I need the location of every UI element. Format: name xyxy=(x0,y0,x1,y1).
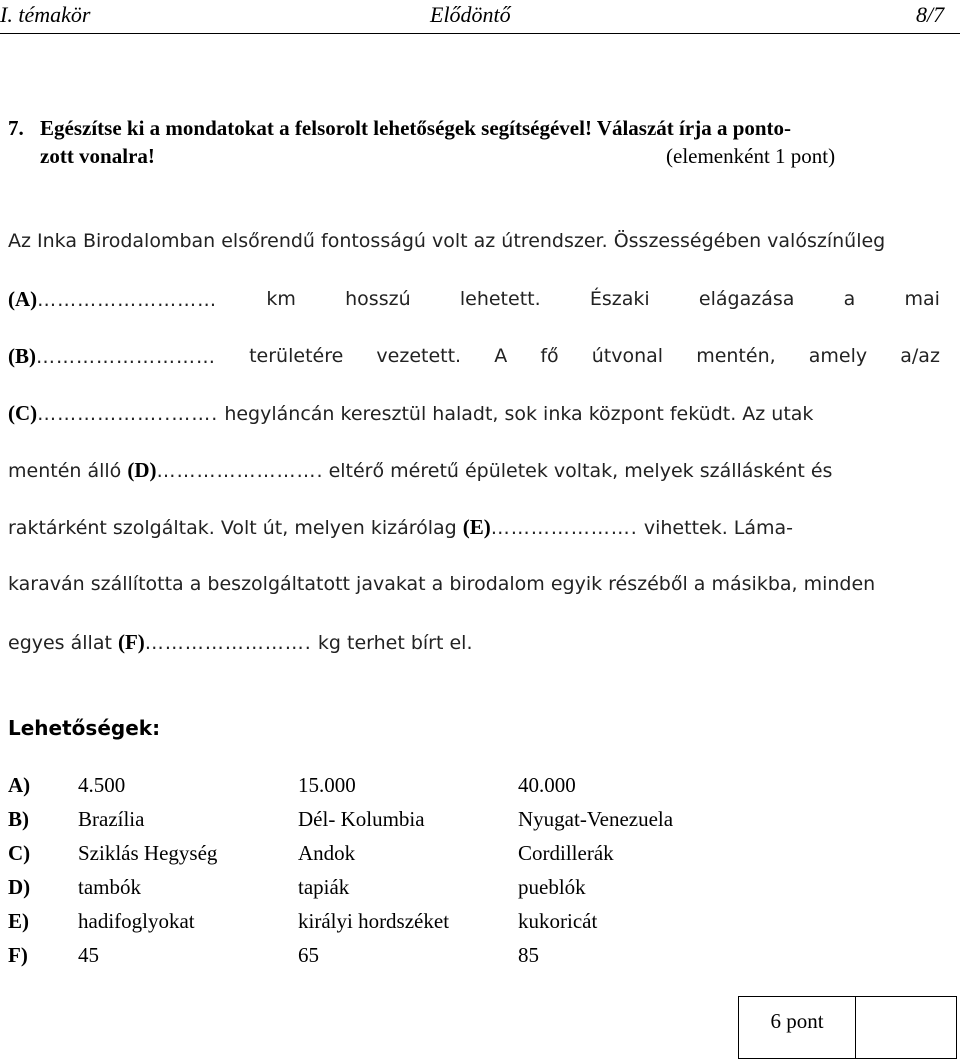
header-round: Elődöntő xyxy=(430,2,511,27)
question-number: 7. xyxy=(8,116,24,140)
word: amely xyxy=(808,345,868,367)
paragraph-line-6 xyxy=(8,512,793,542)
paragraph-line-1: Az Inka Birodalomban elsőrendű fontosságú volt az útrendszer. Összességében valószínűleg xyxy=(8,230,886,252)
option-choice: kukoricát xyxy=(518,909,598,933)
option-label: E) xyxy=(8,909,29,933)
option-choice: 15.000 xyxy=(298,773,356,797)
option-label: B) xyxy=(8,807,29,831)
word: mai xyxy=(904,288,940,310)
question-text-1: Egészítse ki a mondatokat a felsorolt lehetőségek segítségével! Válaszát írja a ponto- xyxy=(40,116,792,140)
page-header xyxy=(0,1,960,33)
option-row-e xyxy=(0,904,960,938)
score-box xyxy=(738,996,957,1059)
option-choice: Cordillerák xyxy=(518,841,614,865)
option-label: F) xyxy=(8,943,28,967)
word: útvonal xyxy=(591,345,664,367)
option-choice: Nyugat-Venezuela xyxy=(518,807,674,831)
option-choice: Dél- Kolumbia xyxy=(298,807,425,831)
answer-blank-d[interactable]: …………………… xyxy=(156,460,317,482)
question-points: (elemenként 1 pont) xyxy=(666,144,836,168)
options-title: Lehetőségek: xyxy=(8,716,161,740)
paragraph-line-2 xyxy=(8,284,940,314)
blank-label-f: (F) xyxy=(117,630,145,654)
option-choice: 4.500 xyxy=(78,773,126,797)
answer-blank-e[interactable]: …………………. xyxy=(490,517,638,539)
word: mentén, xyxy=(696,345,776,367)
answer-blank-b[interactable]: ……………………… xyxy=(36,346,216,368)
score-entry-cell[interactable] xyxy=(856,997,956,1058)
option-row-a xyxy=(0,768,960,802)
blank-label-a: (A) xyxy=(8,287,38,311)
question-instruction-line2: zott vonalra! xyxy=(40,144,155,168)
word: lehetett. xyxy=(459,288,541,310)
paragraph-line-7: karaván szállította a beszolgáltatott javakat a birodalom egyik részéből a másikba, minden xyxy=(8,573,876,595)
line-6-start: raktárként szolgáltak. Volt út, melyen kizárólag xyxy=(8,517,457,539)
word: km xyxy=(266,288,296,310)
option-choice: 85 xyxy=(518,943,539,967)
option-label: D) xyxy=(8,875,31,899)
word: a/az xyxy=(900,345,940,367)
answer-blank-c[interactable]: ………………..……. xyxy=(37,403,219,425)
word: vezetett. xyxy=(376,345,462,367)
option-row-f xyxy=(0,938,960,972)
option-row-d xyxy=(0,870,960,904)
paragraph-line-8 xyxy=(8,627,472,657)
word: A xyxy=(494,345,508,367)
option-choice: tapiák xyxy=(298,875,350,899)
word: hosszú xyxy=(345,288,411,310)
line-4-text: hegyláncán keresztül haladt, sok inka központ feküdt. Az utak xyxy=(224,403,814,425)
header-divider xyxy=(0,33,960,34)
paragraph-line-4 xyxy=(8,398,813,428)
header-page-number: 8/7 xyxy=(916,2,945,27)
option-row-c xyxy=(0,836,960,870)
answer-blank-a[interactable]: ……………………… xyxy=(37,289,218,311)
question-instruction-line1 xyxy=(8,115,791,141)
option-choice: Brazília xyxy=(78,807,145,831)
word: Északi xyxy=(589,288,650,310)
word: elágazása xyxy=(698,288,795,310)
line-5-text: . eltérő méretű épületek voltak, melyek szállásként és xyxy=(316,460,833,482)
paragraph-line-5 xyxy=(8,455,832,485)
option-choice: királyi hordszéket xyxy=(298,909,450,933)
word: fő xyxy=(540,345,559,367)
line-6-text: vihettek. Láma- xyxy=(643,517,794,539)
answer-blank-f[interactable]: ……………………. xyxy=(144,632,312,654)
option-label: C) xyxy=(8,841,31,865)
option-choice: Sziklás Hegység xyxy=(78,841,218,865)
option-choice: hadifoglyokat xyxy=(78,909,195,933)
score-max-label: 6 pont xyxy=(739,997,856,1058)
blank-label-d: (D) xyxy=(127,458,157,482)
line-8-start: egyes állat xyxy=(8,632,112,654)
option-label: A) xyxy=(8,773,31,797)
option-choice: 65 xyxy=(298,943,319,967)
option-choice: 45 xyxy=(78,943,99,967)
option-choice: 40.000 xyxy=(518,773,576,797)
option-choice: Andok xyxy=(298,841,356,865)
line-5-start: mentén álló xyxy=(8,460,122,482)
option-choice: pueblók xyxy=(518,875,586,899)
header-topic: I. témakör xyxy=(0,2,91,27)
word: területére xyxy=(249,345,344,367)
fill-in-paragraph xyxy=(8,226,940,676)
blank-label-b: (B) xyxy=(8,344,36,368)
option-choice: tambók xyxy=(78,875,141,899)
option-row-b xyxy=(0,802,960,836)
blank-label-c: (C) xyxy=(8,401,38,425)
line-8-text: kg terhet bírt el. xyxy=(317,632,473,654)
word: a xyxy=(843,288,856,310)
blank-label-e: (E) xyxy=(462,515,491,539)
paragraph-line-3 xyxy=(8,341,940,371)
